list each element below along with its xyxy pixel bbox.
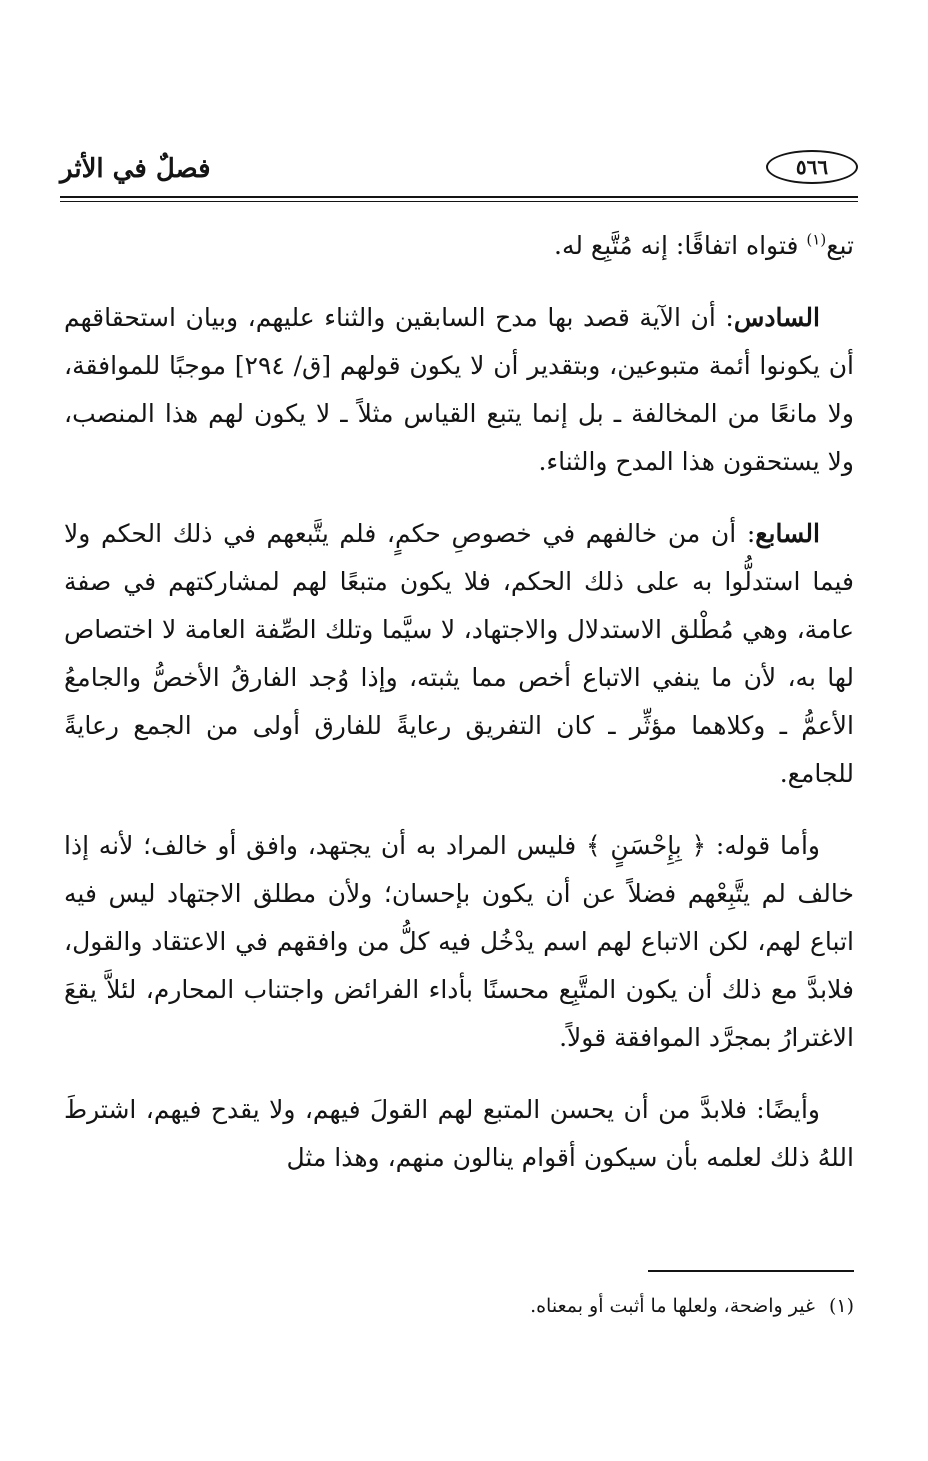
footnote-ref-1: (١) (806, 230, 827, 249)
main-text (64, 222, 854, 1206)
paragraph-2-text: : أن الآية قصد بها مدح السابقين والثناء عليهم، وبيان استحقاقهم أن يكونوا أئمة متبوعين، وبتقدير أن لا يكون قولهم [ق/ ٢٩٤] موجبًا للموافقة، ولا مانعًا من المخالفة ـ بل إنما يتبع القياس مثلاً ـ لا يكون لهم هذا المنصب، ولا يستحقون هذا المدح والثناء. (64, 303, 854, 476)
paragraph-1 (64, 222, 854, 270)
footnote-1-text: غير واضحة، ولعلها ما أثبت أو بمعناه. (530, 1295, 815, 1317)
running-title: فصلٌ في الأثر (60, 154, 211, 184)
paragraph-2-heading: السادس (733, 303, 820, 332)
paragraph-3-heading: السابع (755, 519, 820, 548)
paragraph-3 (64, 510, 854, 798)
paragraph-2 (64, 294, 854, 486)
paragraph-4-text: وأما قوله: ﴿ بِإِحْسَنٍ ﴾ فليس المراد به أن يجتهد، وافق أو خالف؛ لأنه إذا خالف لم يتَّبِعْهم فضلاً عن أن يكون بإحسان؛ ولأن مطلق الاجتهاد ليس فيه اتباع لهم، لكن الاتباع لهم اسم يدْخُل فيه كلُّ من وافقهم في الاعتقاد والقول، فلابدَّ مع ذلك أن يكون المتَّبِع محسنًا بأداء الفرائض واجتناب المحارم، لئلاَّ يقعَ الاغترارُ بمجرَّد الموافقة قولاً. (64, 831, 854, 1052)
paragraph-5 (64, 1086, 854, 1182)
paragraph-3-text: : أن من خالفهم في خصوصِ حكمٍ، فلم يتَّبعهم في ذلك الحكم ولا فيما استدلُّوا به على ذلك الحكم، فلا يكون متبعًا لهم لمشاركتهم في صفة عامة، وهي مُطْلق الاستدلال والاجتهاد، لا سيَّما وتلك الصِّفة العامة لا اختصاص لها به، لأن ما ينفي الاتباع أخص مما يثبته، وإذا وُجد الفارقُ الأخصُّ والجامعُ الأعمُّ ـ وكلاهما مؤثِّر ـ كان التفريق رعايةً للفارق أولى من الجمع رعايةً للجامع. (64, 519, 854, 788)
footnote-separator (648, 1270, 854, 1272)
paragraph-4 (64, 822, 854, 1062)
footnote-1-marker: (١) (828, 1295, 854, 1317)
paragraph-5-text: وأيضًا: فلابدَّ من أن يحسن المتبع لهم القولَ فيهم، ولا يقدح فيهم، اشترطَ اللهُ ذلك لعلمه بأن سيكون أقوام ينالون منهم، وهذا مثل (64, 1095, 854, 1172)
page-number: ٥٦٦ (766, 150, 858, 184)
paragraph-1-text: تبع (826, 231, 854, 260)
paragraph-1-rest: فتواه اتفاقًا: إنه مُتَّبِع له. (554, 231, 807, 260)
header-rule-thin (60, 201, 858, 202)
footnote-1 (64, 1290, 854, 1322)
footnotes (64, 1290, 854, 1322)
header-rule (60, 196, 858, 198)
page-header (60, 150, 858, 196)
